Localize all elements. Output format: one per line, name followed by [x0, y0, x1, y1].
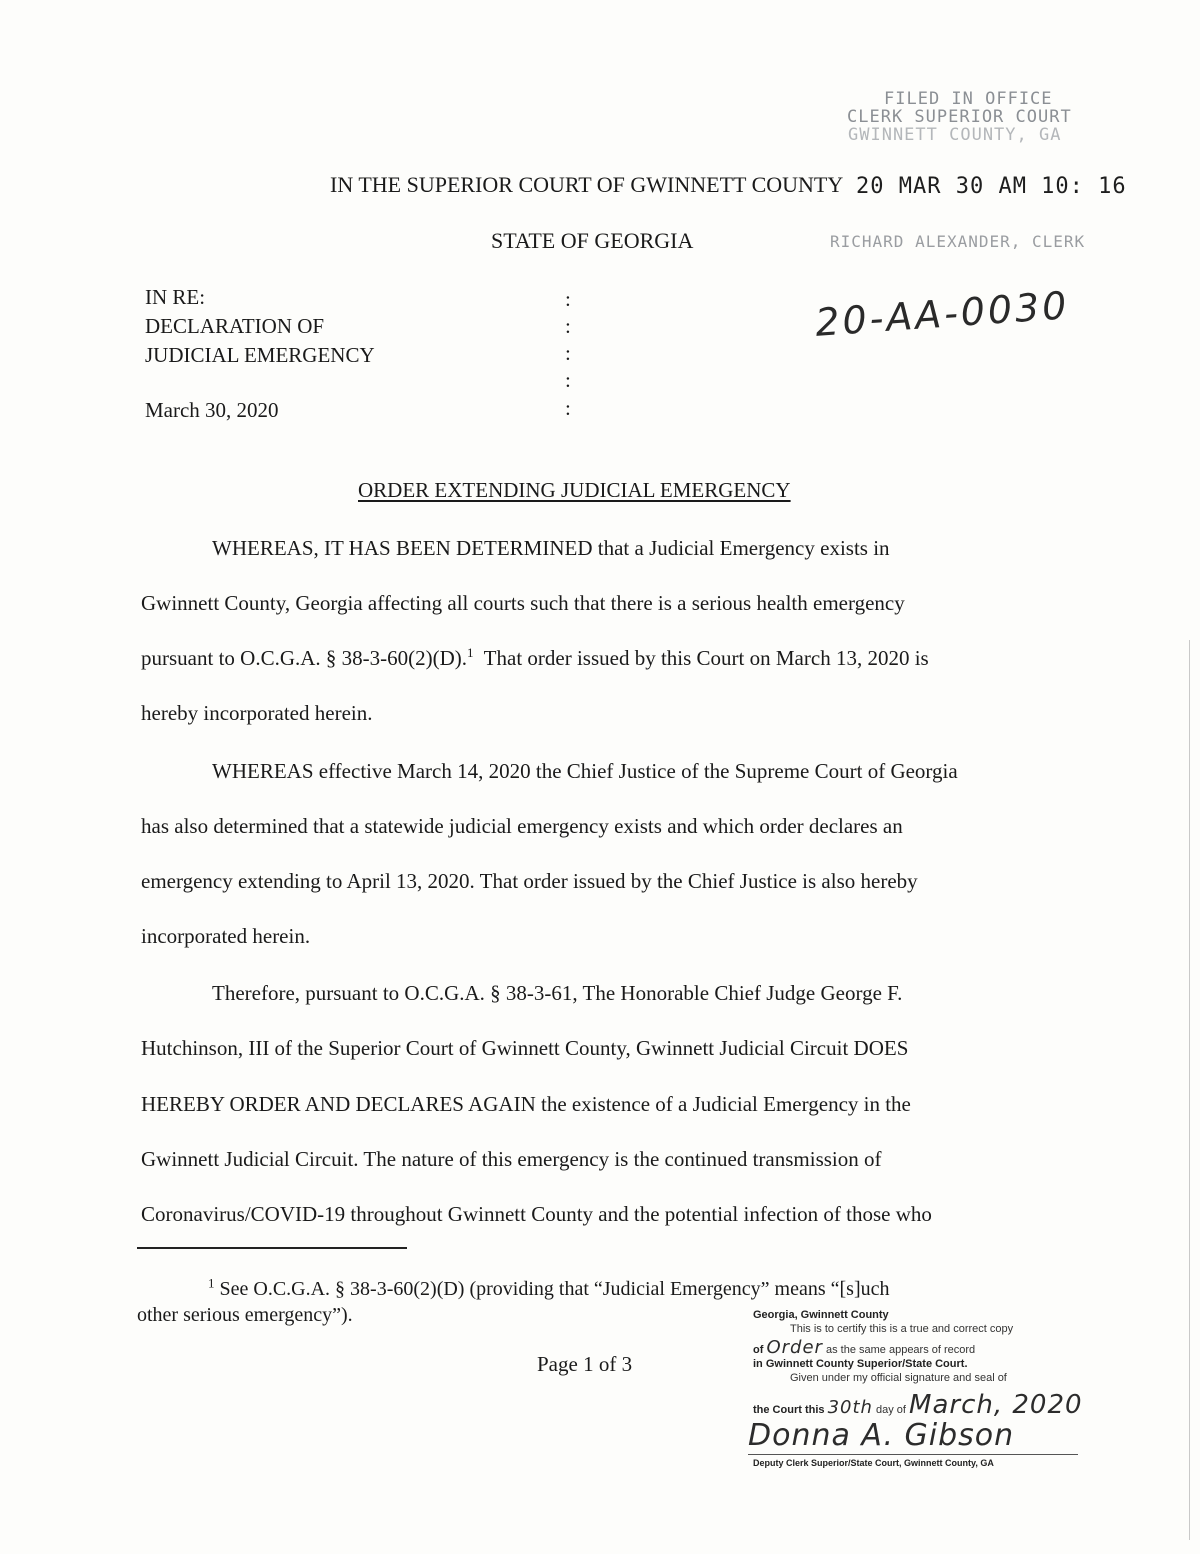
body-line: emergency extending to April 13, 2020. That order issued by the Chief Justice is also hereby: [141, 869, 918, 893]
body-line: [141, 646, 929, 671]
caption-colon: :: [565, 396, 571, 420]
certification-prefix: the Court this: [753, 1404, 825, 1416]
footnote-reference: 1: [467, 645, 474, 660]
footnote-marker: 1: [208, 1275, 215, 1291]
state-heading: STATE OF GEORGIA: [491, 228, 694, 253]
caption-colon: :: [565, 287, 571, 311]
body-line: WHEREAS, IT HAS BEEN DETERMINED that a Judicial Emergency exists in: [212, 536, 890, 560]
certification-line: [753, 1337, 975, 1358]
scan-edge-line: [1189, 640, 1190, 1540]
certification-text: as the same appears of record: [825, 1344, 976, 1356]
body-line: Gwinnett Judicial Circuit. The nature of this emergency is the continued transmission of: [141, 1147, 882, 1171]
body-line-part: That order issued by this Court on March 13, 2020 is: [483, 646, 929, 670]
body-line: has also determined that a statewide judicial emergency exists and which order declares an: [141, 814, 903, 838]
body-line: Coronavirus/COVID-19 throughout Gwinnett County and the potential infection of those who: [141, 1202, 932, 1226]
filed-stamp-line3: GWINNETT COUNTY, GA: [848, 125, 1062, 145]
handwritten-case-number: 20-AA-0030: [813, 283, 1071, 345]
filed-stamp-line2: CLERK SUPERIOR COURT: [847, 107, 1072, 127]
body-line: Hutchinson, III of the Superior Court of Gwinnett County, Gwinnett Judicial Circuit DOES: [141, 1036, 909, 1060]
caption-line-in-re: IN RE:: [145, 285, 206, 309]
certification-handwritten-date: March, 2020: [909, 1390, 1083, 1420]
certification-deputy-clerk: Deputy Clerk Superior/State Court, Gwinnett County, GA: [753, 1458, 994, 1468]
footnote-rule: [137, 1247, 407, 1249]
certification-text: Given under my official signature and seal of: [790, 1372, 1007, 1384]
filed-stamp-clerk: RICHARD ALEXANDER, CLERK: [830, 232, 1086, 251]
body-line: Therefore, pursuant to O.C.G.A. § 38-3-61, The Honorable Chief Judge George F.: [212, 981, 903, 1005]
certification-date-line: [753, 1390, 1083, 1420]
certification-court: in Gwinnett County Superior/State Court.: [753, 1358, 968, 1370]
court-title: IN THE SUPERIOR COURT OF GWINNETT COUNTY: [330, 172, 844, 197]
body-line: WHEREAS effective March 14, 2020 the Chief Justice of the Supreme Court of Georgia: [212, 759, 958, 783]
footnote-line2: other serious emergency”).: [137, 1304, 353, 1326]
caption-line-judicial-emergency: JUDICIAL EMERGENCY: [145, 343, 375, 367]
caption-colon: :: [565, 368, 571, 392]
page-number: Page 1 of 3: [537, 1352, 633, 1376]
body-line: HEREBY ORDER AND DECLARES AGAIN the existence of a Judicial Emergency in the: [141, 1092, 911, 1116]
body-line-part: pursuant to O.C.G.A. § 38-3-60(2)(D).: [141, 646, 468, 670]
order-title: ORDER EXTENDING JUDICIAL EMERGENCY: [358, 478, 791, 502]
certification-county: Georgia, Gwinnett County: [753, 1309, 889, 1321]
certification-text: This is to certify this is a true and correct copy: [790, 1323, 1014, 1335]
caption-colon: :: [565, 341, 571, 365]
caption-colon: :: [565, 314, 571, 338]
caption-date: March 30, 2020: [145, 398, 279, 422]
clerk-signature: Donna A. Gibson: [748, 1418, 1015, 1453]
signature-underline: [748, 1454, 1078, 1455]
body-line: incorporated herein.: [141, 924, 311, 948]
body-line: Gwinnett County, Georgia affecting all courts such that there is a serious health emergency: [141, 591, 905, 615]
filed-stamp-line1: FILED IN OFFICE: [884, 89, 1053, 109]
certification-handwritten-day: 30th: [827, 1397, 873, 1418]
caption-line-declaration: DECLARATION OF: [145, 314, 325, 338]
certification-handwritten-document: Order: [766, 1337, 823, 1358]
certification-text: day of: [876, 1404, 906, 1416]
certification-prefix: of: [753, 1344, 764, 1356]
footnote-line1: [208, 1275, 890, 1301]
filed-stamp-datetime: 20 MAR 30 AM 10: 16: [856, 174, 1127, 199]
body-line: hereby incorporated herein.: [141, 701, 373, 725]
footnote-text: See O.C.G.A. § 38-3-60(2)(D) (providing that “Judicial Emergency” means “[s]uch: [219, 1278, 890, 1300]
